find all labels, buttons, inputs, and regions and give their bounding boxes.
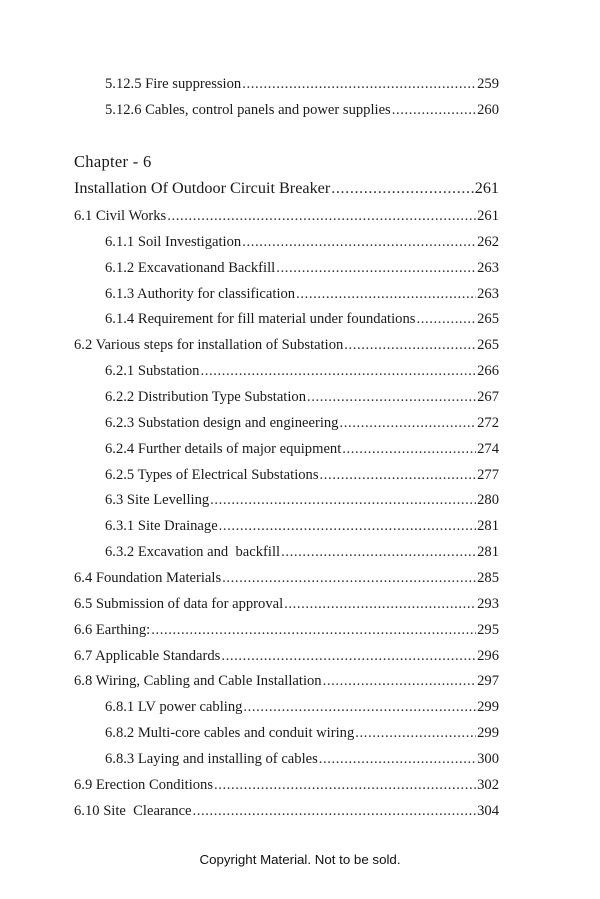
- toc-entry-page: 265: [477, 311, 499, 328]
- toc-entry-title: 6.2.3 Substation design and engineering: [105, 414, 339, 431]
- dot-leader: [243, 697, 476, 717]
- toc-entry-title: 6.2 Various steps for installation of Substation: [74, 337, 344, 354]
- dot-leader: [210, 490, 476, 510]
- dot-leader: [281, 542, 476, 562]
- toc-entry-title: 6.2.4 Further details of major equipment: [105, 440, 342, 457]
- toc-entry[interactable]: [74, 646, 499, 666]
- toc-entry[interactable]: [74, 801, 499, 821]
- toc-entry[interactable]: [74, 568, 499, 588]
- toc-entry-page: 280: [477, 492, 499, 509]
- toc-entry-title: 6.1.4 Requirement for fill material under foundations: [105, 311, 416, 328]
- toc-entry-title: 6.8.2 Multi-core cables and conduit wiring: [105, 725, 355, 741]
- dot-leader: [200, 361, 476, 381]
- toc-entry[interactable]: [74, 206, 499, 226]
- dot-leader: [242, 74, 476, 94]
- toc-entry-page: 300: [477, 750, 499, 767]
- toc-entry[interactable]: [105, 516, 499, 536]
- toc-entry[interactable]: [74, 335, 499, 355]
- toc-entry-page: 296: [477, 647, 499, 664]
- toc-entry-title: 6.10 Site Clearance: [74, 802, 192, 819]
- dot-leader: [355, 723, 476, 743]
- toc-entry-title: 5.12.5 Fire suppression: [105, 76, 242, 92]
- toc-entry-page: 299: [477, 725, 499, 741]
- chapter-title-entry[interactable]: [74, 178, 499, 198]
- toc-entry-page: 297: [477, 673, 499, 690]
- dot-leader: [222, 568, 476, 588]
- dot-leader: [214, 775, 476, 795]
- dot-leader: [320, 465, 477, 485]
- toc-entry[interactable]: [105, 439, 499, 459]
- toc-entry[interactable]: [105, 284, 499, 304]
- copyright-footer: Copyright Material. Not to be sold.: [199, 852, 401, 867]
- dot-leader: [193, 801, 477, 821]
- dot-leader: [167, 206, 476, 226]
- dot-leader: [296, 284, 476, 304]
- chapter-page: 261: [474, 179, 499, 197]
- toc-entry[interactable]: [105, 100, 499, 120]
- toc-entry[interactable]: [105, 74, 499, 94]
- toc-entry-page: 263: [477, 259, 499, 276]
- toc-entry-page: 263: [477, 285, 499, 302]
- dot-leader: [323, 671, 477, 691]
- toc-entry[interactable]: [74, 594, 499, 614]
- toc-entry[interactable]: [74, 775, 499, 795]
- toc-entry-title: 6.4 Foundation Materials: [74, 569, 222, 586]
- toc-entry[interactable]: [105, 387, 499, 407]
- toc-entry-page: 304: [477, 802, 499, 819]
- toc-entry-page: 274: [477, 440, 499, 457]
- toc-entry-page: 281: [477, 518, 499, 535]
- toc-entry-title: 6.8.1 LV power cabling: [105, 699, 243, 716]
- toc-entry-page: 285: [477, 569, 499, 586]
- toc-entry-title: 6.7 Applicable Standards: [74, 647, 221, 664]
- dot-leader: [221, 646, 476, 666]
- toc-entry-page: 302: [477, 776, 499, 793]
- toc-entry-page: 261: [477, 208, 499, 224]
- dot-leader: [319, 749, 476, 769]
- toc-entry[interactable]: [105, 490, 499, 510]
- toc-entry[interactable]: [105, 542, 499, 562]
- toc-entry[interactable]: [74, 620, 499, 640]
- toc-entry-page: 266: [477, 363, 499, 380]
- toc-entry-title: 6.6 Earthing:: [74, 621, 151, 638]
- toc-entry-title: 6.1.1 Soil Investigation: [105, 233, 242, 250]
- toc-entry-page: 265: [477, 337, 499, 354]
- toc-entry-page: 277: [477, 466, 499, 483]
- toc-entry-title: 6.9 Erection Conditions: [74, 776, 214, 793]
- toc-entry-title: 6.5 Submission of data for approval: [74, 595, 284, 612]
- dot-leader: [416, 309, 476, 329]
- toc-entry-page: 272: [477, 414, 499, 431]
- toc-entry-title: 6.1.3 Authority for classification: [105, 285, 296, 302]
- toc-entry[interactable]: [105, 697, 499, 717]
- dot-leader: [284, 594, 476, 614]
- toc-entry-title: 5.12.6 Cables, control panels and power supplies: [105, 102, 391, 118]
- chapter-title: Installation Of Outdoor Circuit Breaker: [74, 179, 331, 197]
- dot-leader: [276, 258, 476, 278]
- toc-entry[interactable]: [105, 309, 499, 329]
- toc-entry-title: 6.1.2 Excavationand Backfill: [105, 259, 276, 276]
- toc-entry-title: 6.1 Civil Works: [74, 208, 167, 224]
- toc-entry-page: 267: [477, 389, 499, 405]
- toc-entry-title: 6.2.1 Substation: [105, 363, 200, 380]
- toc-entry-title: 6.8 Wiring, Cabling and Cable Installation: [74, 673, 322, 690]
- toc-entry-page: 293: [477, 595, 499, 612]
- toc-entry-page: 260: [477, 102, 499, 118]
- dot-leader: [342, 439, 476, 459]
- dot-leader: [392, 100, 476, 120]
- toc-entry-title: 6.2.5 Types of Electrical Substations: [105, 466, 319, 483]
- dot-leader: [331, 178, 473, 198]
- toc-entry-page: 259: [477, 76, 499, 92]
- toc-entry-title: 6.3.2 Excavation and backfill: [105, 544, 281, 560]
- dot-leader: [307, 387, 476, 407]
- dot-leader: [151, 620, 476, 640]
- dot-leader: [219, 516, 476, 536]
- toc-entry-page: 299: [477, 699, 499, 716]
- toc-entry-page: 262: [477, 233, 499, 250]
- toc-entry[interactable]: [105, 749, 499, 769]
- toc-entry-title: 6.3 Site Levelling: [105, 492, 210, 509]
- toc-entry-page: 295: [477, 621, 499, 638]
- toc-entry[interactable]: [105, 361, 499, 381]
- toc-entry-title: 6.3.1 Site Drainage: [105, 518, 218, 535]
- toc-entry[interactable]: [105, 232, 499, 252]
- toc-entry[interactable]: [105, 413, 499, 433]
- dot-leader: [344, 335, 476, 355]
- toc-entry-title: 6.8.3 Laying and installing of cables: [105, 750, 318, 767]
- toc-entry[interactable]: [105, 723, 499, 743]
- dot-leader: [339, 413, 476, 433]
- toc-entry-page: 281: [477, 544, 499, 560]
- chapter-label: Chapter - 6: [74, 152, 152, 171]
- toc-entry[interactable]: [74, 671, 499, 691]
- toc-entry[interactable]: [105, 465, 499, 485]
- toc-entry-title: 6.2.2 Distribution Type Substation: [105, 389, 306, 405]
- toc-entry[interactable]: [105, 258, 499, 278]
- dot-leader: [242, 232, 476, 252]
